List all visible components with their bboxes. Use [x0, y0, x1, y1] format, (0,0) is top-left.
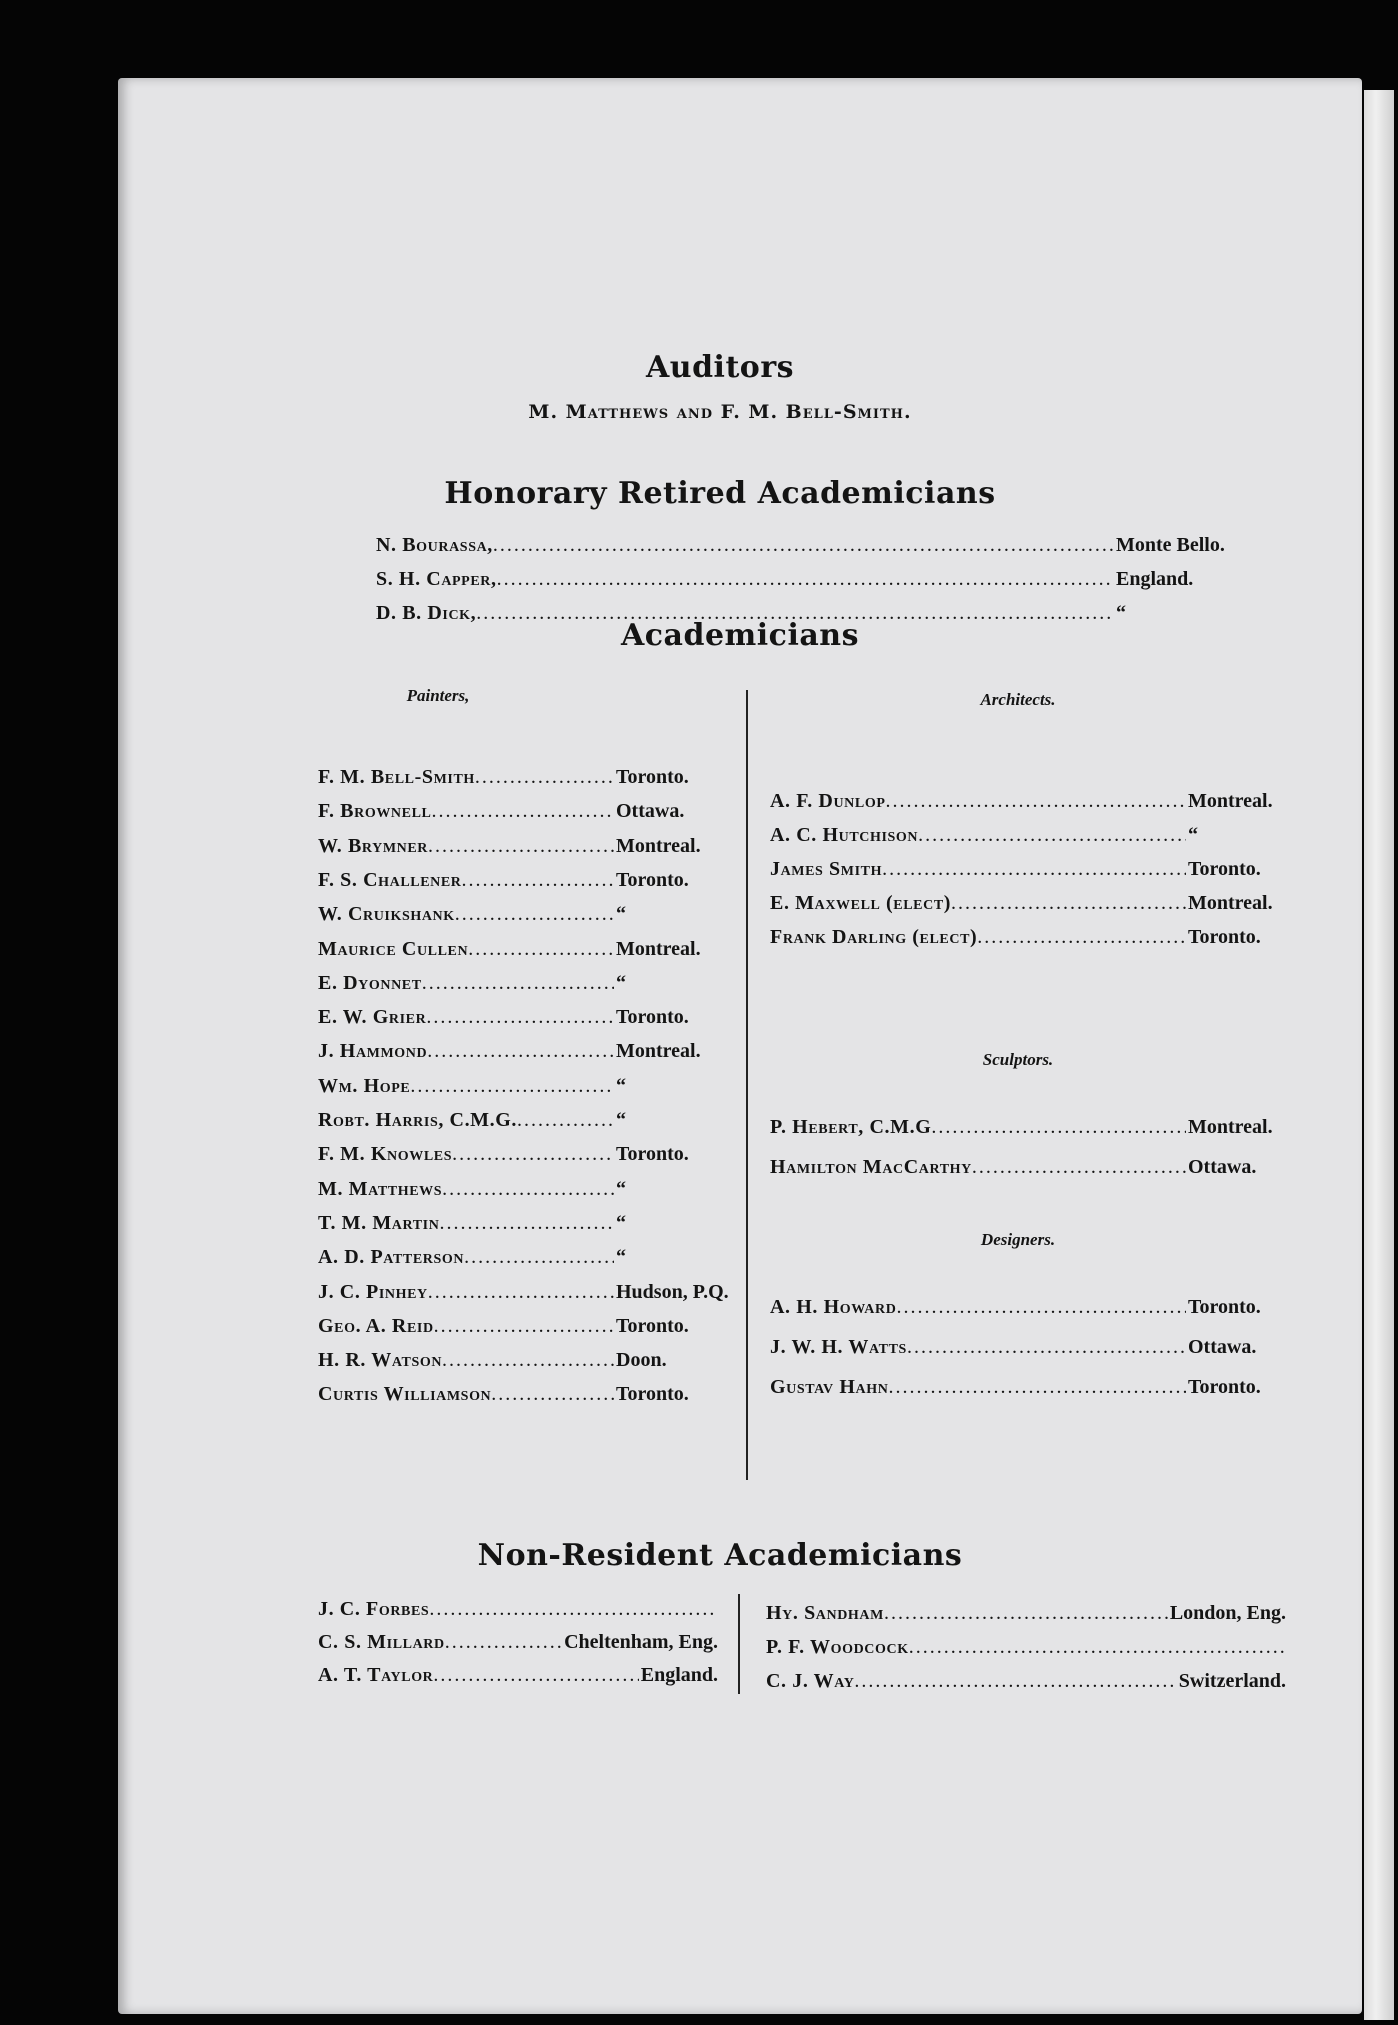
member-name: D. B. Dick,: [376, 602, 477, 624]
list-row: [318, 800, 728, 823]
leader-dots: [428, 1281, 614, 1304]
leader-dots: [410, 1075, 614, 1098]
member-name: Hamilton MacCarthy: [770, 1156, 972, 1178]
leader-dots: [442, 1178, 614, 1201]
member-location: Monte Bello.: [1116, 534, 1225, 556]
leader-dots: [433, 1664, 638, 1687]
member-location: “: [616, 1074, 626, 1097]
leader-dots: [493, 534, 1114, 557]
list-row: [318, 1281, 728, 1304]
member-location: Toronto.: [616, 1143, 689, 1166]
member-location: Hudson, P.Q.: [616, 1280, 729, 1303]
member-name: Gustav Hahn: [770, 1376, 889, 1398]
list-row: [770, 926, 1300, 949]
leader-dots: [445, 1631, 562, 1654]
list-row: [770, 790, 1300, 813]
member-location: “: [616, 903, 626, 926]
member-location: “: [616, 971, 626, 994]
member-name: Maurice Cullen: [318, 937, 469, 960]
leader-dots: [977, 926, 1186, 949]
list-row: [318, 1075, 728, 1098]
member-location: Montreal.: [616, 937, 701, 960]
list-row: [318, 903, 728, 926]
member-location: Montreal.: [616, 1040, 701, 1063]
leader-dots: [429, 1598, 716, 1621]
academicians-heading: Academicians: [621, 618, 859, 653]
member-name: W. Cruikshank: [318, 903, 455, 926]
leader-dots: [517, 1109, 614, 1132]
member-name: Geo. A. Reid: [318, 1314, 434, 1337]
auditors-names: M. Matthews and F. M. Bell-Smith.: [528, 401, 912, 423]
list-row: [770, 1156, 1300, 1179]
list-row: [318, 1315, 728, 1338]
member-location: London, Eng.: [1169, 1602, 1286, 1624]
list-row: [770, 824, 1300, 847]
member-location: “: [616, 1109, 626, 1131]
member-name: Wm. Hope: [318, 1074, 411, 1097]
auditors-heading: Auditors: [645, 350, 795, 385]
leader-dots: [455, 903, 614, 926]
sculptors-label: Sculptors.: [982, 1050, 1054, 1069]
member-name: Frank Darling (elect): [770, 926, 978, 948]
member-name: J. C. Pinhey: [318, 1280, 428, 1303]
member-name: C. S. Millard: [318, 1631, 445, 1653]
list-row: [318, 972, 728, 995]
member-location: Montreal.: [616, 834, 701, 857]
member-name: E. Dyonnet: [318, 971, 422, 994]
leader-dots: [931, 1116, 1186, 1139]
member-location: England.: [640, 1664, 718, 1686]
painters-label: Painters,: [406, 686, 470, 705]
member-name: M. Matthews: [318, 1177, 443, 1200]
list-row: [318, 1006, 728, 1029]
member-name: J. W. H. Watts: [770, 1336, 907, 1358]
member-location: “: [1116, 602, 1126, 624]
list-row: [318, 1040, 728, 1063]
member-name: A. D. Patterson: [318, 1246, 465, 1269]
member-name: E. W. Grier: [318, 1006, 427, 1029]
member-location: Toronto.: [616, 1383, 689, 1406]
list-row: [318, 1349, 728, 1372]
leader-dots: [468, 938, 614, 961]
member-name: H. R. Watson: [318, 1349, 443, 1372]
list-row: [770, 892, 1300, 915]
member-location: England.: [1116, 568, 1194, 590]
member-name: J. C. Forbes: [318, 1598, 430, 1620]
leader-dots: [491, 1383, 614, 1406]
list-row: [318, 1631, 718, 1654]
list-row: [766, 1670, 1286, 1693]
member-name: A. F. Dunlop: [770, 790, 886, 812]
list-row: [770, 858, 1300, 881]
member-location: “: [616, 1177, 626, 1200]
member-location: “: [1188, 824, 1198, 846]
member-name: C. J. Way: [766, 1670, 855, 1692]
list-row: [376, 534, 1256, 557]
member-name: Curtis Williamson: [318, 1383, 492, 1406]
member-location: “: [616, 1246, 626, 1269]
leader-dots: [972, 1156, 1186, 1179]
leader-dots: [854, 1670, 1176, 1693]
leader-dots: [909, 1636, 1284, 1659]
architects-label: Architects.: [980, 690, 1056, 709]
list-row: [770, 1116, 1300, 1139]
list-row: [770, 1296, 1300, 1319]
leader-dots: [462, 869, 614, 892]
member-name: A. T. Taylor: [318, 1664, 434, 1686]
leader-dots: [907, 1336, 1186, 1359]
leader-dots: [422, 972, 614, 995]
list-row: [318, 938, 728, 961]
leader-dots: [885, 790, 1186, 813]
list-row: [318, 869, 728, 892]
member-name: F. S. Challener: [318, 868, 462, 891]
list-row: [766, 1602, 1286, 1625]
member-name: W. Brymner: [318, 834, 429, 857]
list-row: [318, 1383, 728, 1406]
column-divider: [746, 690, 748, 1480]
member-name: F. M. Bell-Smith: [318, 766, 475, 788]
member-name: A. C. Hutchison: [770, 824, 919, 846]
list-row: [318, 1598, 718, 1621]
member-location: Toronto.: [1188, 926, 1261, 948]
leader-dots: [882, 858, 1186, 881]
designers-label: Designers.: [980, 1230, 1056, 1249]
member-name: E. Maxwell (elect): [770, 892, 952, 914]
list-row: [376, 568, 1256, 591]
leader-dots: [475, 766, 614, 789]
member-location: Toronto.: [1188, 1376, 1261, 1398]
list-row: [318, 1109, 728, 1132]
leader-dots: [951, 892, 1186, 915]
leader-dots: [426, 1006, 614, 1029]
list-row: [318, 1178, 728, 1201]
list-row: [318, 1212, 728, 1235]
member-name: P. F. Woodcock: [766, 1636, 909, 1658]
member-location: Montreal.: [1188, 892, 1273, 914]
leader-dots: [439, 1212, 614, 1235]
member-location: Ottawa.: [616, 800, 685, 823]
member-name: Robt. Harris, C.M.G.: [318, 1109, 518, 1131]
non-resident-heading: Non-Resident Academicians: [477, 1538, 963, 1573]
member-location: Switzerland.: [1178, 1670, 1286, 1692]
leader-dots: [888, 1376, 1186, 1399]
non-resident-divider: [738, 1594, 740, 1694]
list-row: [766, 1636, 1286, 1659]
honorary-heading: Honorary Retired Academicians: [444, 476, 996, 511]
member-location: Doon.: [616, 1349, 667, 1372]
member-name: P. Hebert, C.M.G: [770, 1116, 932, 1138]
leader-dots: [918, 824, 1186, 847]
member-location: Toronto.: [1188, 1296, 1261, 1318]
member-location: Ottawa.: [1188, 1336, 1257, 1358]
member-name: S. H. Capper,: [376, 568, 497, 590]
list-row: [318, 1664, 718, 1687]
leader-dots: [434, 1315, 614, 1338]
list-row: [318, 1143, 728, 1166]
list-row: [318, 1246, 728, 1269]
member-location: Toronto.: [616, 1314, 689, 1337]
leader-dots: [427, 1040, 614, 1063]
document-page: [118, 78, 1362, 2014]
member-location: Toronto.: [616, 1006, 689, 1029]
leader-dots: [442, 1349, 614, 1372]
member-location: Cheltenham, Eng.: [564, 1631, 718, 1653]
leader-dots: [452, 1143, 614, 1166]
member-location: Montreal.: [1188, 1116, 1273, 1138]
member-location: Toronto.: [616, 766, 689, 788]
leader-dots: [431, 800, 614, 823]
leader-dots: [464, 1246, 614, 1269]
list-row: [770, 1336, 1300, 1359]
member-location: Toronto.: [616, 868, 689, 891]
next-page-edge: [1364, 90, 1394, 2020]
member-name: T. M. Martin: [318, 1211, 440, 1234]
member-name: J. Hammond: [318, 1040, 428, 1063]
leader-dots: [896, 1296, 1186, 1319]
member-name: Hy. Sandham: [766, 1602, 884, 1624]
member-name: A. H. Howard: [770, 1296, 897, 1318]
member-location: “: [616, 1211, 626, 1234]
list-row: [318, 766, 728, 789]
member-name: F. Brownell: [318, 800, 432, 823]
member-location: Montreal.: [1188, 790, 1273, 812]
list-row: [770, 1376, 1300, 1399]
leader-dots: [428, 835, 614, 858]
leader-dots: [884, 1602, 1168, 1625]
member-name: N. Bourassa,: [376, 534, 493, 556]
leader-dots: [497, 568, 1114, 591]
member-name: F. M. Knowles: [318, 1143, 453, 1166]
member-name: James Smith: [770, 858, 883, 880]
member-location: Toronto.: [1188, 858, 1261, 880]
member-location: Ottawa.: [1188, 1156, 1257, 1178]
list-row: [318, 835, 728, 858]
